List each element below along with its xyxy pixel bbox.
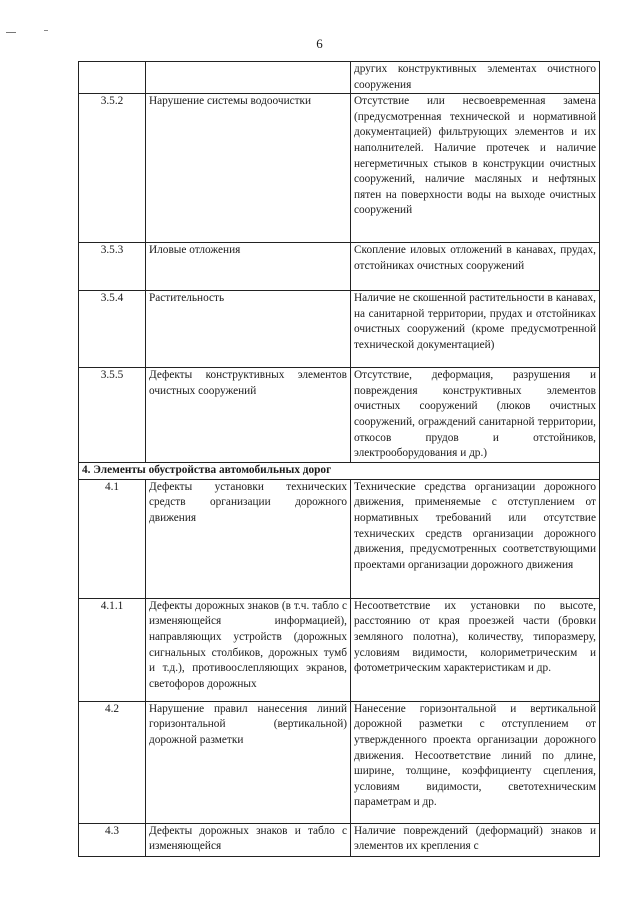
- page-number: 6: [316, 36, 323, 51]
- defect-name: Нарушение системы водоочистки: [146, 94, 351, 243]
- defect-name: Дефекты конструктивных элементов очистных сооружений: [146, 368, 351, 463]
- scan-mark: [44, 30, 48, 31]
- defect-description: Отсутствие, деформация, разрушения и повреждения конструктивных элементов очистных сооружений (люков очистных сооружений, ограждений санитарной территории, откосов прудов и отстойников, электрооборудования и др.): [351, 368, 600, 463]
- section-row: [79, 462, 600, 479]
- defect-description: Технические средства организации дорожного движения, применяемые с отступлением от нормативных требований или отсутствие технических средств организации дорожного движения, предусмотренных соответствующими проектами организации дорожного движения: [351, 479, 600, 598]
- row-number: 4.1: [79, 479, 146, 598]
- defect-name: Иловые отложения: [146, 243, 351, 291]
- defect-name: Нарушение правил нанесения линий горизонтальной (вертикальной) дорожной разметки: [146, 701, 351, 823]
- table-row: [79, 823, 600, 856]
- defect-description: других конструктивных элементах очистного сооружения: [351, 62, 600, 94]
- section-title: 4. Элементы обустройства автомобильных дорог: [79, 462, 600, 479]
- defect-name: Растительность: [146, 291, 351, 368]
- row-number: 3.5.4: [79, 291, 146, 368]
- defect-name: Дефекты дорожных знаков (в т.ч. табло с изменяющейся информацией), направляющих устройств (дорожных сигнальных столбиков, дорожных тумб и т.д.), противоослепляющих экранов, светофоров дорожных: [146, 598, 351, 701]
- row-number: 4.1.1: [79, 598, 146, 701]
- row-number: 3.5.3: [79, 243, 146, 291]
- defect-name: [146, 62, 351, 94]
- row-number: [79, 62, 146, 94]
- defect-name: Дефекты дорожных знаков и табло с изменяющейся: [146, 823, 351, 856]
- table-row: [79, 701, 600, 823]
- table-row: [79, 243, 600, 291]
- table-row: [79, 368, 600, 463]
- table-row: [79, 598, 600, 701]
- row-number: 3.5.2: [79, 94, 146, 243]
- table-row: [79, 62, 600, 94]
- row-number: 4.3: [79, 823, 146, 856]
- table-row: [79, 94, 600, 243]
- defect-description: Наличие повреждений (деформаций) знаков и элементов их крепления с: [351, 823, 600, 856]
- defect-description: Скопление иловых отложений в канавах, прудах, отстойниках очистных сооружений: [351, 243, 600, 291]
- defect-name: Дефекты установки технических средств организации дорожного движения: [146, 479, 351, 598]
- defects-table: [78, 61, 600, 857]
- row-number: 4.2: [79, 701, 146, 823]
- table-row: [79, 479, 600, 598]
- scan-mark: [6, 32, 16, 33]
- defect-description: Нанесение горизонтальной и вертикальной дорожной разметки с отступлением от утвержденного проекта организации дорожного движения. Несоответствие линий по длине, ширине, толщине, коэффициенту сцепления, условиям видимости, светотехническим параметрам и др.: [351, 701, 600, 823]
- table-row: [79, 291, 600, 368]
- defect-description: Несоответствие их установки по высоте, расстоянию от края проезжей части (бровки земляного полотна), количеству, типоразмеру, условиям видимости, колориметрическим и фотометрическим характеристикам и др.: [351, 598, 600, 701]
- defect-description: Наличие не скошенной растительности в канавах, на санитарной территории, прудах и отстойниках очистных сооружений (кроме предусмотренной технической документацией): [351, 291, 600, 368]
- defect-description: Отсутствие или несвоевременная замена (предусмотренная технической и нормативной документацией) фильтрующих элементов и их наполнителей. Наличие протечек и наличие негерметичных стыков в конструкции очистных сооружений, наличие масляных и нефтяных пятен на поверхности воды на выходе очистных сооружений: [351, 94, 600, 243]
- row-number: 3.5.5: [79, 368, 146, 463]
